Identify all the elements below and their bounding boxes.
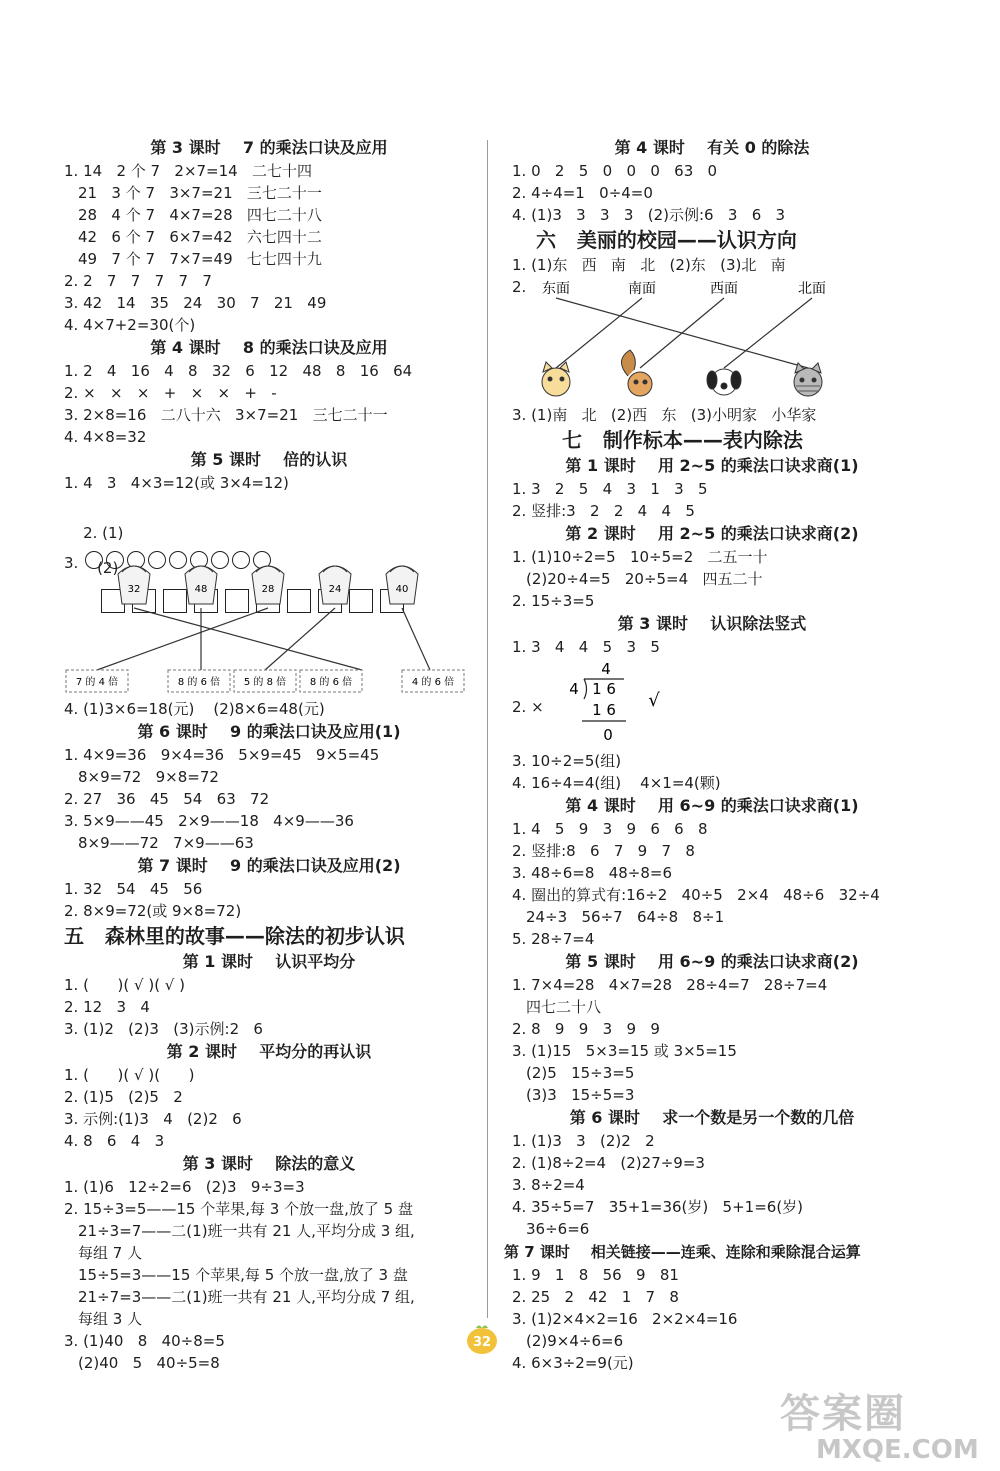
answer-line: 1. 4×9=36 9×4=36 5×9=45 9×5=45 (64, 746, 380, 764)
answer-line: 四七二十八 (526, 998, 602, 1016)
card-label: 4 的 6 倍 (411, 677, 455, 688)
basket-number: 48 (194, 584, 208, 595)
right-column (504, 136, 912, 1374)
page-number-svg (462, 1322, 502, 1358)
answer-line: 3. (1)40 8 40÷8=5 (64, 1332, 225, 1350)
basket-number: 32 (127, 584, 141, 595)
answer-line: 4. (1)3×6=18(元) (2)8×6=48(元) (64, 700, 325, 718)
answer-line: 3. 42 14 35 24 30 7 21 49 (64, 294, 327, 312)
answer-line: 8×9=72 9×8=72 (78, 768, 219, 786)
answer-line: 3. (1)2×4×2=16 2×2×4=16 (512, 1310, 738, 1328)
divisor: 4 (569, 680, 579, 698)
lesson-title: 第 6 课时 9 的乘法口诀及应用(1) (137, 722, 401, 741)
direction-label: 东面 (542, 281, 570, 297)
answer-line: 8×9——72 7×9——63 (78, 834, 254, 852)
answer-line: 2. (1)8÷2=4 (2)27÷9=3 (512, 1154, 705, 1172)
direction-label: 西面 (710, 281, 738, 297)
unit-title: 七 制作标本——表内除法 (562, 428, 803, 452)
answer-line: (2)20÷4=5 20÷5=4 四五二十 (526, 570, 763, 588)
answer-line: 2. 12 3 4 (64, 998, 150, 1016)
answer-line: 4. 4×8=32 (64, 428, 147, 446)
answer-line: (2)9×4÷6=6 (526, 1332, 624, 1350)
card-label: 5 的 8 倍 (243, 677, 287, 688)
answer-line: 49 7 个 7 7×7=49 七七四十九 (78, 250, 322, 268)
answer-line: 1. 3 4 4 5 3 5 (512, 638, 660, 656)
watermark-url: MXQE.COM (816, 1435, 979, 1465)
answer-line: 15÷5=3——15 个苹果,每 5 个放一盘,放了 3 盘 (78, 1266, 408, 1284)
answer-line: 4. 圈出的算式有:16÷2 40÷5 2×4 48÷6 32÷4 (512, 886, 880, 904)
answer-line: 2. 8×9=72(或 9×8=72) (64, 902, 242, 920)
answer-line: 2. 15÷3=5 (512, 592, 595, 610)
lesson-title: 第 6 课时 求一个数是另一个数的几倍 (569, 1108, 855, 1127)
answer-line: 3. 示例:(1)3 4 (2)2 6 (64, 1110, 242, 1128)
answer-line: 1. (1)10÷2=5 10÷5=2 二五一十 (512, 548, 768, 566)
basket-number: 40 (395, 584, 409, 595)
basket-matching-svg (64, 552, 474, 698)
answer-label: 2. × (512, 698, 544, 716)
answer-line: 3. (1)15 5×3=15 或 3×5=15 (512, 1042, 737, 1060)
answer-line: 3. 8÷2=4 (512, 1176, 585, 1194)
lesson-title: 第 4 课时 有关 0 的除法 (614, 138, 810, 157)
page-number-badge (462, 1322, 502, 1358)
answer-line: (2)5 15÷3=5 (526, 1064, 635, 1082)
basket-number: 24 (328, 584, 342, 595)
squirrel-icon (621, 350, 652, 396)
division-bracket (584, 679, 587, 699)
answer-label: (2) (97, 559, 119, 577)
direction-matching-svg (512, 276, 912, 404)
answer-line: 2. 2 7 7 7 7 7 (64, 272, 212, 290)
answer-line: 2. 4÷4=1 0÷4=0 (512, 184, 653, 202)
answer-label: 3. (64, 554, 79, 572)
matching-lines (556, 298, 812, 368)
answer-line: 4. 6×3÷2=9(元) (512, 1354, 634, 1372)
answer-line: 1. (1)3 3 (2)2 2 (512, 1132, 655, 1150)
lesson-title: 第 2 课时 平均分的再认识 (166, 1042, 372, 1061)
answer-line: 每组 7 人 (78, 1244, 143, 1262)
answer-line: 3. 5×9——45 2×9——18 4×9——36 (64, 812, 354, 830)
lesson-title: 第 3 课时 除法的意义 (182, 1154, 356, 1173)
dividend: 1 6 (592, 680, 616, 698)
lesson-title: 第 5 课时 倍的认识 (190, 450, 348, 469)
answer-line: 1. ( )( √ )( √ ) (64, 976, 185, 994)
answer-line: 2. 8 9 9 3 9 9 (512, 1020, 660, 1038)
lesson-title: 第 2 课时 用 2~5 的乘法口诀求商(2) (565, 524, 859, 543)
answer-line: 1. 3 2 5 4 3 1 3 5 (512, 480, 708, 498)
long-division-svg (542, 658, 702, 750)
basket-number: 28 (261, 584, 275, 595)
lesson-title: 第 3 课时 7 的乘法口诀及应用 (150, 138, 388, 157)
remainder: 0 (603, 726, 613, 744)
answer-line: 1. 2 4 16 4 8 32 6 12 48 8 16 64 (64, 362, 413, 380)
answer-line: 1. 32 54 45 56 (64, 880, 203, 898)
matching-lines (97, 608, 430, 670)
answer-line: 每组 3 人 (78, 1310, 143, 1328)
basket-matching-figure (64, 552, 474, 698)
answer-line: 1. 0 2 5 0 0 0 63 0 (512, 162, 718, 180)
answer-line: 42 6 个 7 6×7=42 六七四十二 (78, 228, 322, 246)
answer-line: 2. 竖排:8 6 7 9 7 8 (512, 842, 695, 860)
answer-label: 2. (512, 278, 527, 296)
unit-title: 六 美丽的校园——认识方向 (536, 228, 797, 252)
lesson-title: 第 5 课时 用 6~9 的乘法口诀求商(2) (565, 952, 859, 971)
lesson-title: 第 4 课时 8 的乘法口诀及应用 (150, 338, 388, 357)
lesson-title: 第 1 课时 认识平均分 (182, 952, 356, 971)
unit-title: 五 森林里的故事——除法的初步认识 (64, 924, 405, 948)
answer-line: 3. 10÷2=5(组) (512, 752, 622, 770)
lesson-title: 第 7 课时 9 的乘法口诀及应用(2) (137, 856, 401, 875)
quotient: 4 (601, 660, 611, 678)
answer-line: 1. 14 2 个 7 2×7=14 二七十四 (64, 162, 313, 180)
answer-line: 21÷7=3——二(1)班一共有 21 人,平均分成 7 组, (78, 1288, 415, 1306)
answer-line: 1. 4 5 9 3 9 6 6 8 (512, 820, 708, 838)
answer-line: 28 4 个 7 4×7=28 四七二十八 (78, 206, 322, 224)
answer-line: 21 3 个 7 3×7=21 三七二十一 (78, 184, 322, 202)
answer-line: 1. 7×4=28 4×7=28 28÷4=7 28÷7=4 (512, 976, 828, 994)
answer-line: 5. 28÷7=4 (512, 930, 595, 948)
answer-line: 4. (1)3 3 3 3 (2)示例:6 3 6 3 (512, 206, 786, 224)
answer-line: 21÷3=7——二(1)班一共有 21 人,平均分成 3 组, (78, 1222, 415, 1240)
answer-line: 2. × × × + × × + - (64, 384, 277, 402)
lesson-title: 第 1 课时 用 2~5 的乘法口诀求商(1) (565, 456, 859, 475)
direction-label: 南面 (628, 281, 656, 297)
watermark-logo-text: 答案圈 (780, 1391, 906, 1437)
answer-label: 2. (1) (83, 524, 124, 542)
long-division-figure (512, 658, 912, 750)
answer-line: 2. (1)5 (2)5 2 (64, 1088, 183, 1106)
site-watermark (780, 1392, 990, 1464)
card-label: 7 的 4 倍 (75, 677, 119, 688)
check-mark: √ (648, 690, 660, 711)
answer-line: 36÷6=6 (526, 1220, 590, 1238)
answer-line: 2. 27 36 45 54 63 72 (64, 790, 270, 808)
answer-line: 24÷3 56÷7 64÷8 8÷1 (526, 908, 725, 926)
dog-icon (707, 369, 741, 395)
answer-line: 1. (1)6 12÷2=6 (2)3 9÷3=3 (64, 1178, 305, 1196)
lesson-title: 第 3 课时 认识除法竖式 (617, 614, 807, 633)
answer-line: 1. (1)东 西 南 北 (2)东 (3)北 南 (512, 256, 786, 274)
answer-line: 1. 9 1 8 56 9 81 (512, 1266, 679, 1284)
answer-line: 2. 竖排:3 2 2 4 4 5 (512, 502, 695, 520)
circles-row (64, 494, 474, 542)
answer-line: 3. 48÷6=8 48÷8=6 (512, 864, 673, 882)
left-column (64, 136, 474, 1374)
answer-line: (2)40 5 40÷5=8 (78, 1354, 220, 1372)
page-number: 32 (472, 1335, 492, 1350)
answer-line: 4. 4×7+2=30(个) (64, 316, 196, 334)
answer-line: (3)3 15÷5=3 (526, 1086, 635, 1104)
answer-line: 3. (1)南 北 (2)西 东 (3)小明家 小华家 (512, 406, 817, 424)
leaf-icon (476, 1326, 488, 1329)
direction-matching-figure (512, 276, 912, 404)
answer-line: 1. ( )( √ )( ) (64, 1066, 195, 1084)
answer-line: 2. 15÷3=5——15 个苹果,每 3 个放一盘,放了 5 盘 (64, 1200, 413, 1218)
answer-line: 3. 2×8=16 二八十六 3×7=21 三七二十一 (64, 406, 388, 424)
lesson-title: 第 4 课时 用 6~9 的乘法口诀求商(1) (565, 796, 859, 815)
answer-line: 3. (1)2 (2)3 (3)示例:2 6 (64, 1020, 263, 1038)
column-divider (487, 140, 488, 1318)
lesson-title: 第 7 课时 相关链接——连乘、连除和乘除混合运算 (504, 1243, 861, 1261)
answer-line: 2. 25 2 42 1 7 8 (512, 1288, 679, 1306)
answer-line: 4. 35÷5=7 35+1=36(岁) 5+1=6(岁) (512, 1198, 804, 1216)
answer-line: 4. 8 6 4 3 (64, 1132, 165, 1150)
product: 1 6 (592, 701, 616, 719)
tiger-cat-icon (794, 363, 822, 396)
answer-line: 1. 4 3 4×3=12(或 3×4=12) (64, 474, 289, 492)
answer-line: 4. 16÷4=4(组) 4×1=4(颗) (512, 774, 721, 792)
cat-icon (542, 362, 570, 396)
card-label: 8 的 6 倍 (177, 677, 221, 688)
card-label: 8 的 6 倍 (309, 677, 353, 688)
direction-label: 北面 (798, 281, 826, 297)
